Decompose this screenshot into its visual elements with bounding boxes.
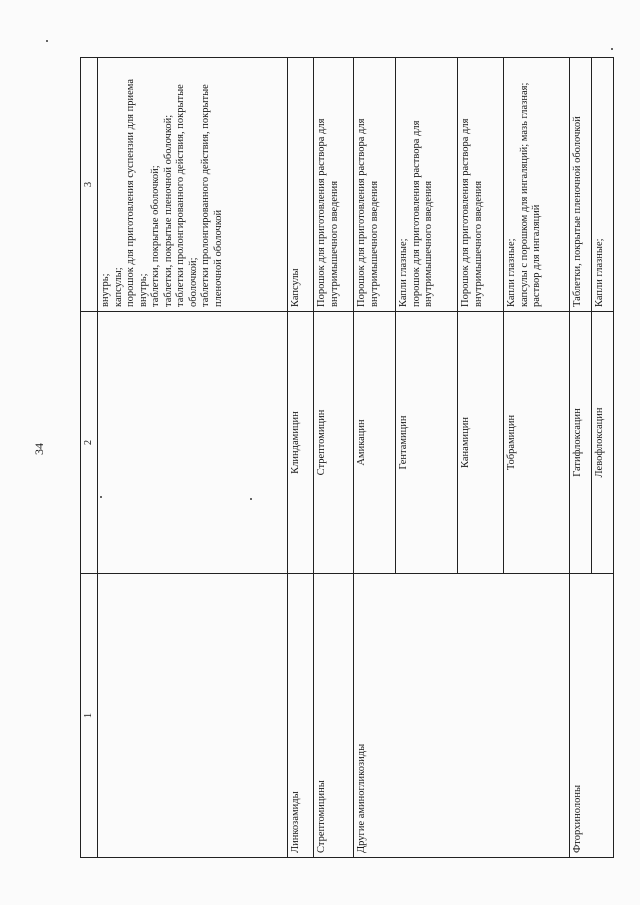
drug-cell: Левофлоксацин	[592, 312, 614, 574]
forms-cell	[396, 58, 458, 312]
form-line: внутримышечного введения	[423, 180, 434, 307]
drug-cell: Гатифлоксацин	[570, 312, 592, 574]
form-line: раствор для ингаляций	[531, 204, 542, 307]
group-cell	[458, 574, 504, 858]
group-cell: Фторхинолоны	[570, 574, 592, 858]
form-line: Порошок для приготовления раствора для	[356, 118, 367, 307]
group-cell	[98, 574, 288, 858]
table-header-row	[81, 58, 98, 858]
form-line: таблетки пролонгированного действия, покрытые	[175, 84, 186, 307]
page-number: 34	[32, 443, 46, 455]
form-line: внутрь;	[137, 273, 149, 307]
form-line: внутримышечного введения	[328, 180, 340, 307]
forms-cell	[288, 58, 314, 312]
forms-cell	[592, 58, 614, 312]
group-cell	[396, 574, 458, 858]
drug-cell: Клиндамицин	[288, 312, 314, 574]
form-line: внутримышечного введения	[368, 180, 380, 307]
forms-cell	[458, 58, 504, 312]
form-line: Капли глазные;	[594, 238, 605, 307]
header-col-1: 1	[81, 574, 98, 858]
form-line: Порошок для приготовления раствора для	[460, 118, 471, 307]
drug-cell: Канамицин	[458, 312, 504, 574]
group-cell: Стрептомицины	[314, 574, 354, 858]
header-col-2: 2	[81, 312, 98, 574]
form-line: капсулы с порошком для ингаляций; мазь глазная;	[518, 82, 530, 307]
drug-cell: Стрептомицин	[314, 312, 354, 574]
drug-cell: Амикацин	[354, 312, 396, 574]
form-line: порошок для приготовления суспензии для приема	[125, 79, 136, 307]
form-line: оболочкой;	[187, 257, 199, 307]
drug-cell: Гентамицин	[396, 312, 458, 574]
rotated-table-sheet	[80, 58, 605, 858]
form-line: Капсулы	[290, 268, 301, 307]
form-line: порошок для приготовления раствора для	[410, 120, 422, 307]
table-row	[570, 58, 592, 858]
drug-cell: Тобрамицин	[504, 312, 570, 574]
form-line: капсулы;	[112, 267, 124, 307]
forms-cell	[98, 58, 288, 312]
form-line: таблетки пролонгированного действия, покрытые	[200, 84, 211, 307]
forms-cell	[354, 58, 396, 312]
forms-cell	[314, 58, 354, 312]
table-row	[592, 58, 614, 858]
group-cell: Линкозамиды	[288, 574, 314, 858]
table-row	[354, 58, 396, 858]
table-row	[314, 58, 354, 858]
form-line: пленочной оболочкой	[212, 209, 224, 307]
group-cell	[504, 574, 570, 858]
table-row	[504, 58, 570, 858]
form-line: Капли глазные;	[506, 238, 517, 307]
drug-cell	[98, 312, 288, 574]
drug-table	[80, 57, 614, 858]
forms-cell	[570, 58, 592, 312]
form-line: Капли глазные;	[398, 238, 409, 307]
table-row	[396, 58, 458, 858]
form-line: Таблетки, покрытые пленочной оболочкой	[572, 116, 583, 307]
forms-cell	[504, 58, 570, 312]
form-line: Порошок для приготовления раствора для	[316, 118, 327, 307]
form-line: внутримышечного введения	[472, 180, 484, 307]
header-col-3: 3	[81, 58, 98, 312]
table-row	[288, 58, 314, 858]
group-cell	[592, 574, 614, 858]
table-row	[458, 58, 504, 858]
form-line: таблетки, покрытые пленочной оболочкой;	[162, 114, 174, 307]
form-line: внутрь;	[100, 273, 111, 307]
table-row	[98, 58, 288, 858]
form-line: таблетки, покрытые оболочкой;	[150, 165, 161, 307]
group-cell: Другие аминогликозиды	[354, 574, 396, 858]
